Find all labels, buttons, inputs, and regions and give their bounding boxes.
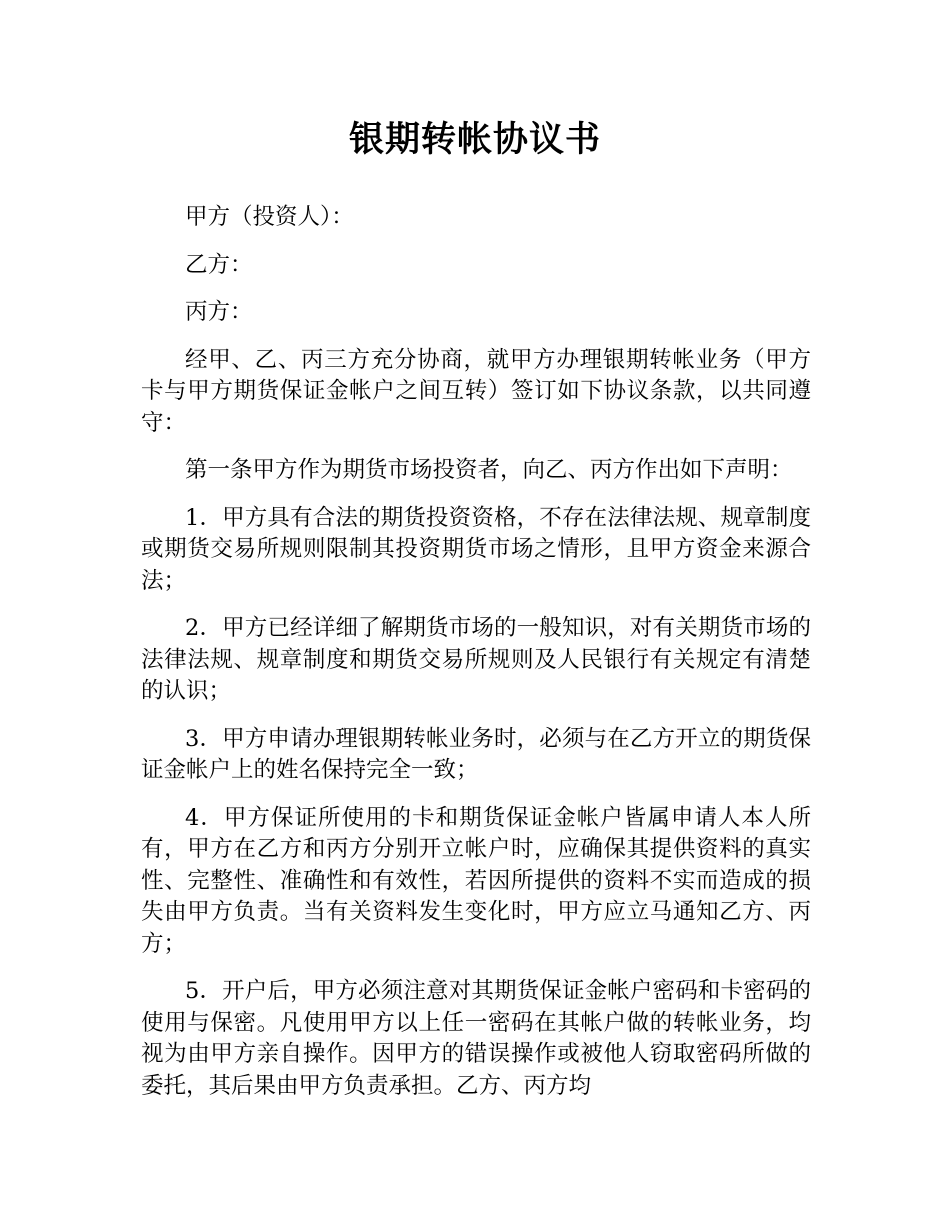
party-a-line: 甲方（投资人）：	[185, 204, 354, 230]
party-c-line: 丙方：	[185, 299, 253, 325]
document-body	[141, 202, 811, 1116]
article-1-heading: 第一条甲方作为期货市场投资者，向乙、丙方作出如下声明：	[185, 457, 793, 483]
preamble-paragraph: 经甲、乙、丙三方充分协商，就甲方办理银期转帐业务（甲方卡与甲方期货保证金帐户之间互转）签订如下协议条款，以共同遵守：	[141, 346, 811, 436]
party-b-line: 乙方：	[185, 251, 253, 278]
document-title: 银期转帐协议书	[348, 120, 601, 160]
clause-4: 4．甲方保证所使用的卡和期货保证金帐户皆属申请人本人所有，甲方在乙方和丙方分别开立帐户时，应确保其提供资料的真实性、完整性、准确性和有效性，若因所提供的资料不实而造成的损失由甲方负责。当有关资料发生变化时，甲方应立马通知乙方、丙方；	[141, 804, 811, 957]
clause-1: 1．甲方具有合法的期货投资资格，不存在法律法规、规章制度或期货交易所规则限制其投资期货市场之情形，且甲方资金来源合法；	[141, 504, 811, 594]
clause-5: 5．开户后，甲方必须注意对其期货保证金帐户密码和卡密码的使用与保密。凡使用甲方以上任一密码在其帐户做的转帐业务，均视为由甲方亲自操作。因甲方的错误操作或被他人窃取密码所做的委托，其后果由甲方负责承担。乙方、丙方均	[141, 978, 811, 1099]
clause-2: 2．甲方已经详细了解期货市场的一般知识，对有关期货市场的法律法规、规章制度和期货交易所规则及人民银行有关规定有清楚的认识；	[141, 615, 811, 704]
clause-3: 3．甲方申请办理银期转帐业务时，必须与在乙方开立的期货保证金帐户上的姓名保持完全一致；	[141, 725, 811, 783]
